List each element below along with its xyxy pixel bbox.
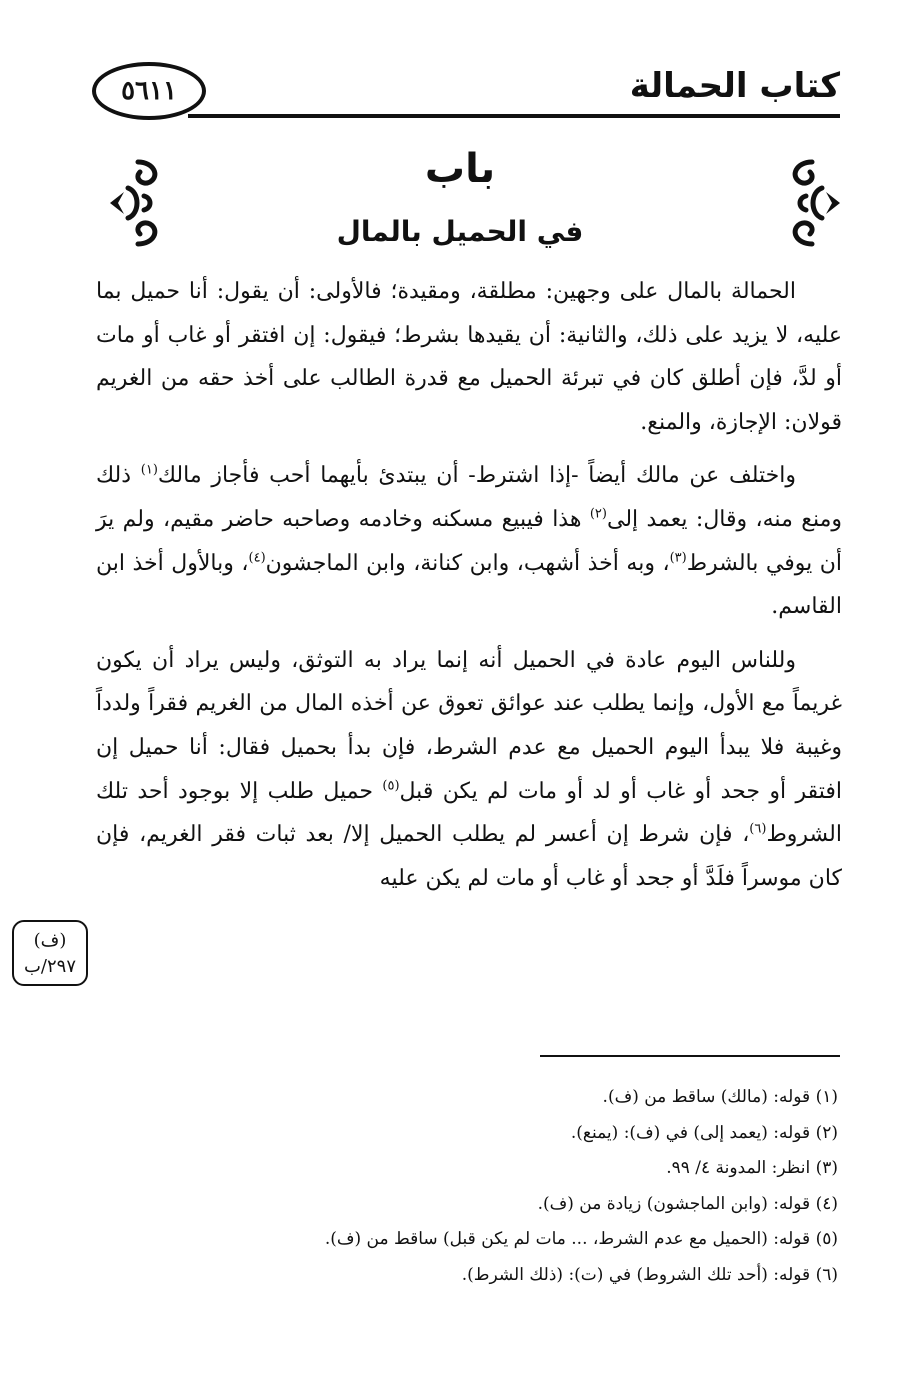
page-number-oval — [92, 62, 206, 120]
chapter-title: في الحميل بالمال — [336, 215, 584, 248]
footnote-5: (٥) قوله: (الحميل مع عدم الشرط، ... مات لم يكن قبل) ساقط من (ف). — [324, 1229, 838, 1249]
footnote-ref: (٤) — [248, 550, 266, 566]
header-rule — [188, 114, 840, 118]
page-number: ٥٦١١ — [121, 76, 177, 106]
footnote-6: (٦) قوله: (أحد تلك الشروط) في (ت): (ذلك الشرط). — [461, 1264, 838, 1285]
paragraph-2 — [96, 454, 842, 628]
book-title: كتاب الحمالة — [629, 66, 840, 106]
footnote-ref: (٥) — [382, 778, 400, 794]
text-run: واختلف عن مالك أيضاً -إذا اشترط- أن يبتدئ بأيهما أحب فأجاز مالك — [157, 463, 796, 489]
text-run: ذلك ومنع منه، وقال: يعمد إلى — [96, 463, 842, 532]
main-text — [96, 270, 842, 910]
text-run: ، وبالأول أخذ ابن القاسم. — [96, 550, 842, 620]
text-run: ، فإن شرط إن أعسر لم يطلب الحميل إلا/ بعد ثبات فقر الغريم، فإن كان موسراً فلَدَّ أو جحد أو غاب أو مات لم يكن عليه — [96, 822, 842, 891]
chapter-heading: باب — [424, 146, 496, 192]
margin-note-source: (ف) — [33, 930, 67, 951]
footnote-1: (١) قوله: (مالك) ساقط من (ف). — [602, 1087, 838, 1107]
margin-note-folio: ٢٩٧/ب — [23, 956, 77, 977]
footnote-2: (٢) قوله: (يعمد إلى) في (ف): (يمنع). — [570, 1122, 838, 1143]
footnote-ref: (٦) — [749, 821, 767, 837]
paragraph-3 — [96, 639, 842, 901]
text-run: وللناس اليوم عادة في الحميل أنه إنما يراد به التوثق، وليس يراد أن يكون غريماً مع الأول، وإنما يطلب عند عوائق تعوق عن أخذه المال من الغريم فقراً ولدداً وغيبة فلا يبدأ اليوم الحميل مع عدم الشرط، فإن بدأ بحميل فقال: أنا حميل إن افتقر أو جحد أو غاب أو لد أو مات لم يكن قبل — [96, 647, 842, 804]
text-run: ، وبه أخذ أشهب، وابن كنانة، وابن الماجشون — [265, 550, 670, 576]
manuscript-margin-note — [12, 920, 88, 986]
footnote-ref: (١) — [140, 463, 158, 479]
footnotes — [98, 1080, 838, 1293]
page-header — [88, 58, 840, 120]
paragraph-1: الحمالة بالمال على وجهين: مطلقة، ومقيدة؛ فالأولى: أن يقول: أنا حميل بما عليه، لا يزيد على ذلك، والثانية: أن يقيدها بشرط؛ فيقول: إن افتقر أو غاب أو مات أو لدَّ، فإن أطلق كان في تبرئة الحميل مع قدرة الطالب على أخذ حقه من الغريم قولان: الإجازة، والمنع. — [96, 279, 842, 435]
text-run: حميل طلب إلا بوجود أحد تلك الشروط — [96, 778, 842, 848]
footnote-divider — [540, 1055, 840, 1057]
footnote-4: (٤) قوله: (وابن الماجشون) زيادة من (ف). — [537, 1193, 838, 1214]
text-run: هذا فيبيع مسكنه وخادمه وصاحبه حاضر مقيم، ولم يرَ أن يوفي بالشرط — [96, 506, 842, 576]
footnote-ref: (٣) — [669, 550, 687, 566]
footnote-3: (٣) انظر: المدونة ٤/ ٩٩. — [666, 1158, 838, 1178]
footnote-ref: (٢) — [589, 506, 607, 522]
